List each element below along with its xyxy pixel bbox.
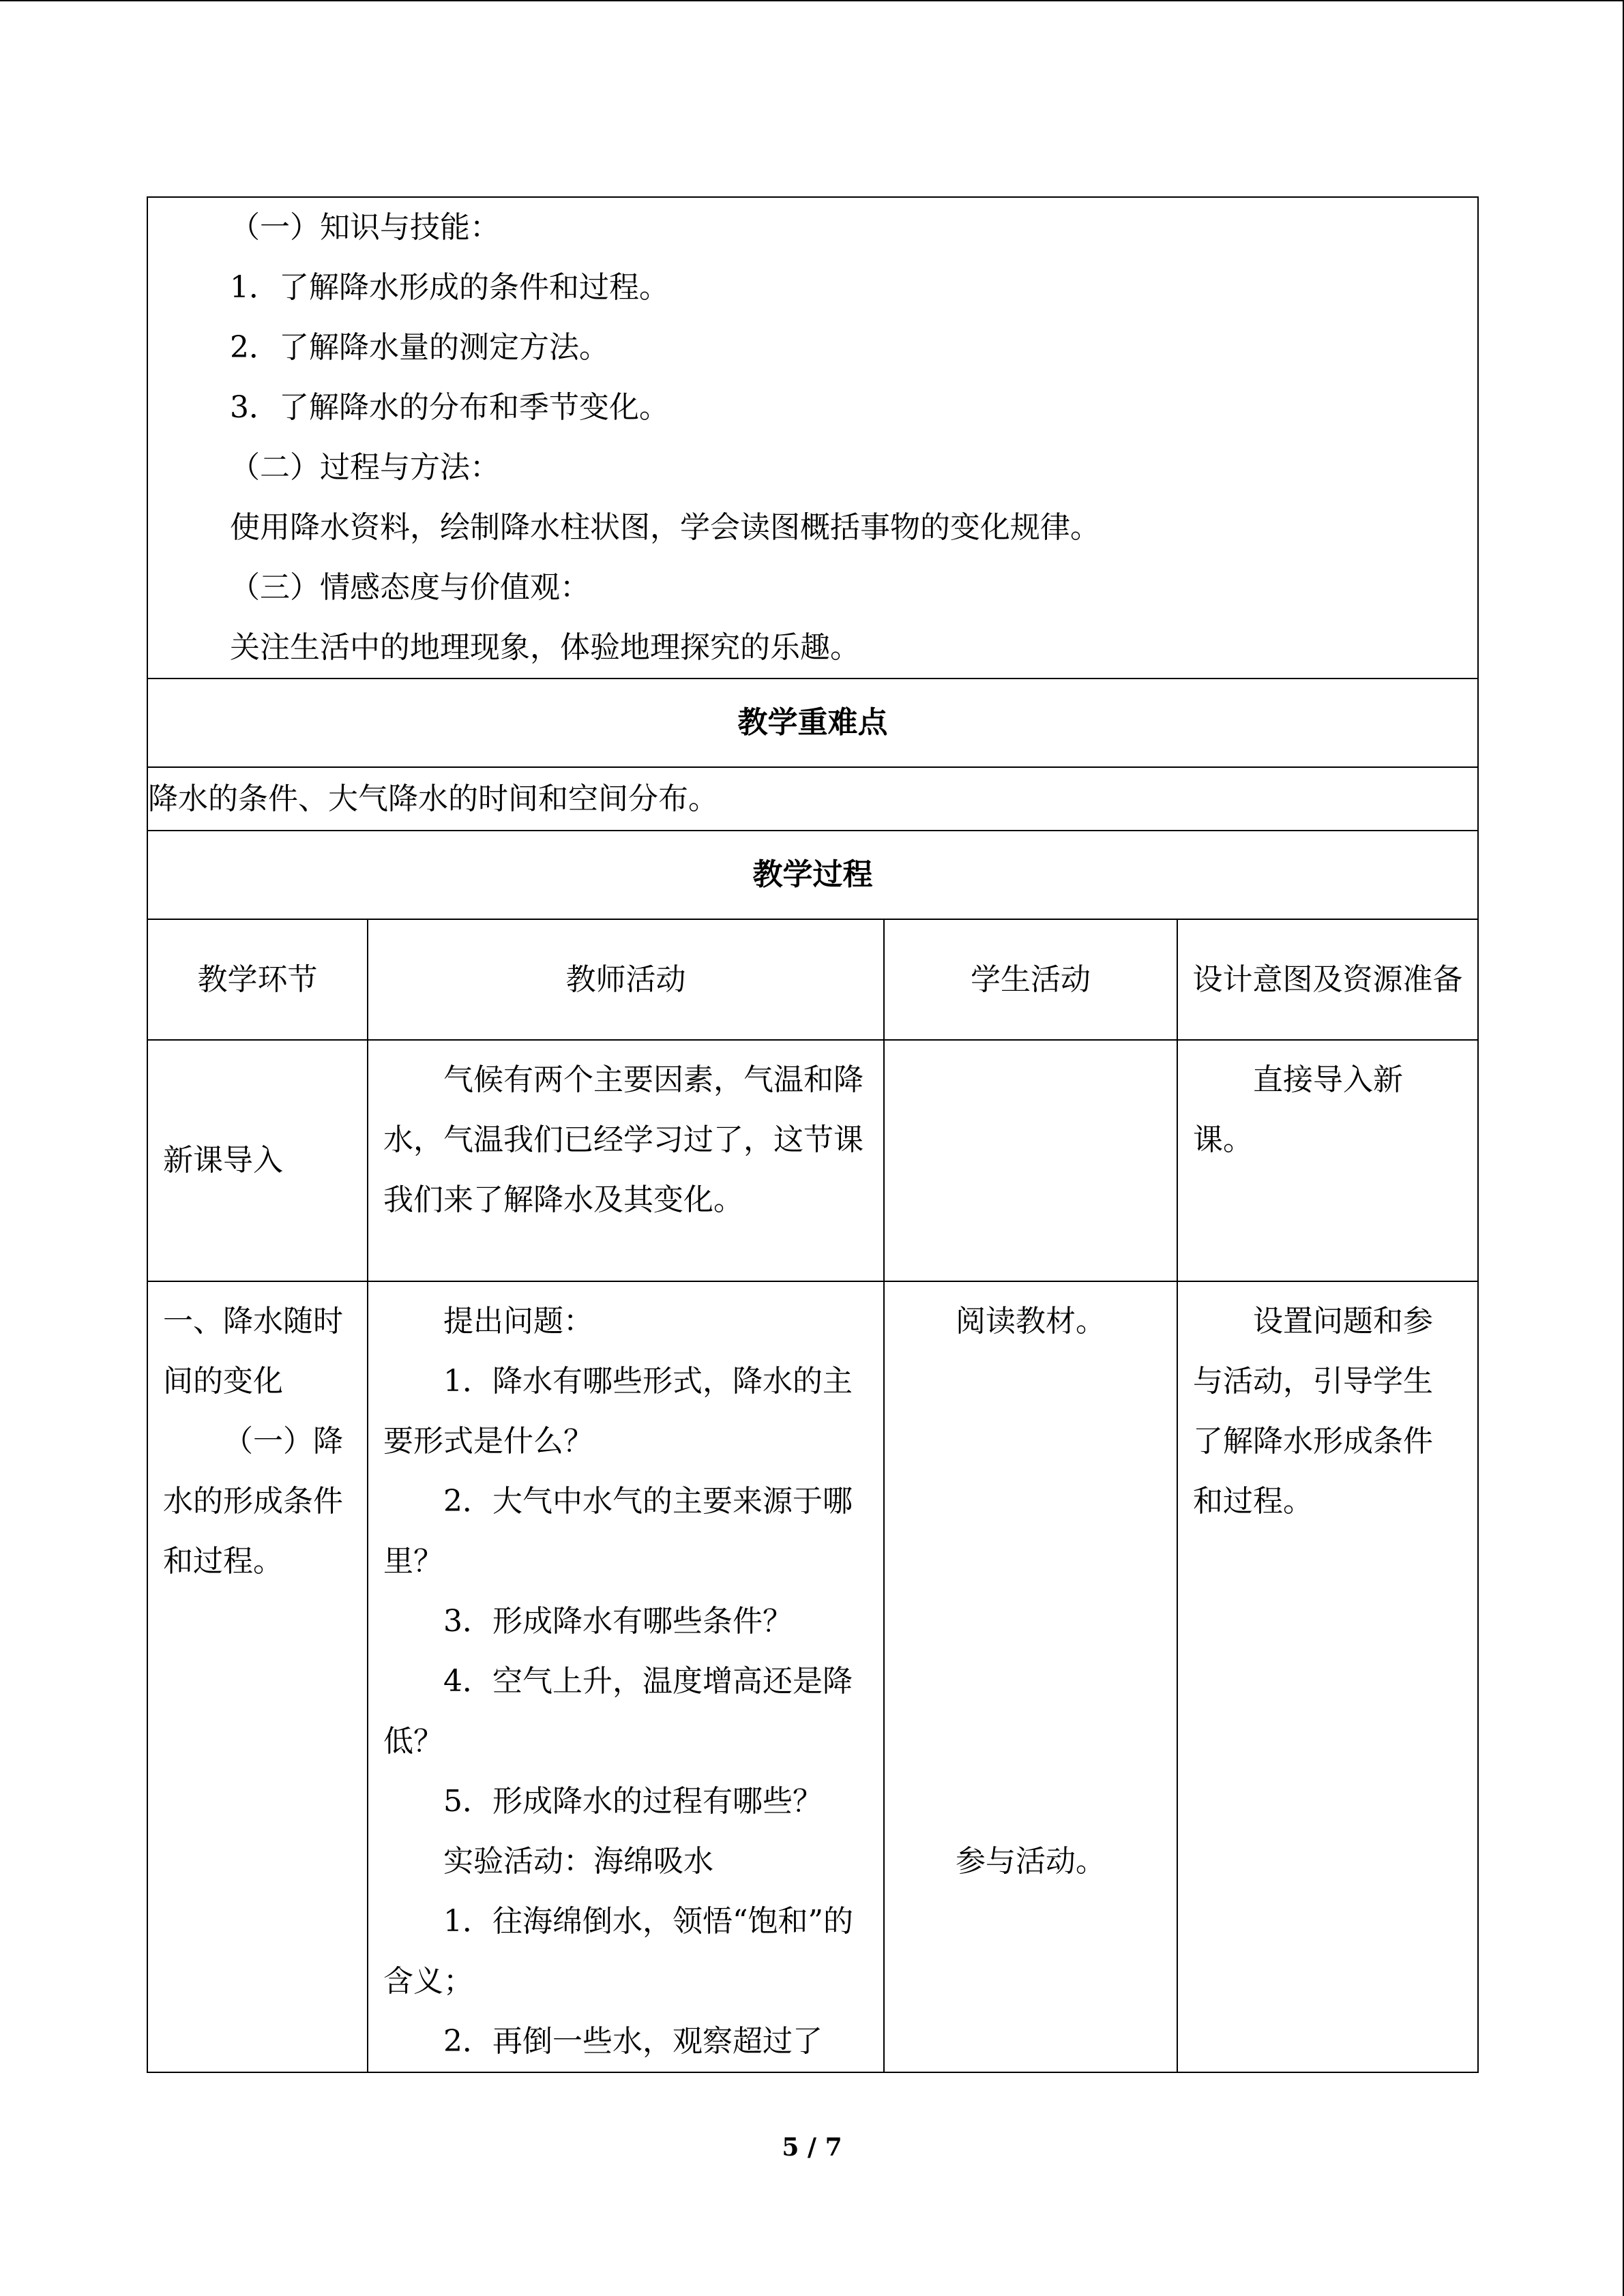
intent-text: 设置问题和参与活动，引导学生了解降水形成条件和过程。 [1193,1304,1433,1519]
page-number: 5 / 7 [782,2133,842,2162]
column-header-stage: 教学环节 [147,919,368,1040]
key-points-heading: 教学重难点 [147,679,1478,767]
stage-line: （一）降水的形成条件和过程。 [163,1424,343,1579]
table-row [147,1040,1478,1281]
column-header-row [147,919,1478,1040]
intent-cell [1177,1281,1478,2072]
teacher-line: 1．降水有哪些形式，降水的主要形式是什么？ [383,1364,853,1459]
teacher-line: 4．空气上升，温度增高还是降低？ [383,1664,853,1759]
objectives-cell [147,197,1478,679]
student-cell [884,1040,1177,1281]
teacher-cell [368,1281,884,2072]
objective-line: 1．了解降水形成的条件和过程。 [230,270,669,305]
stage-cell [147,1281,368,2072]
objective-line: 使用降水资料，绘制降水柱状图，学会读图概括事物的变化规律。 [230,510,1100,545]
objective-line: 2．了解降水量的测定方法。 [230,330,609,365]
objectives-row [147,197,1478,679]
teacher-line: 提出问题： [443,1304,593,1339]
teacher-line: 3．形成降水有哪些条件？ [443,1604,793,1639]
process-heading: 教学过程 [147,831,1478,919]
key-points-text: 降水的条件、大气降水的时间和空间分布。 [147,767,1478,831]
student-line: 阅读教材。 [956,1304,1106,1339]
intent-cell [1177,1040,1478,1281]
teacher-line: 实验活动：海绵吸水 [443,1844,713,1879]
teacher-line: 2．再倒一些水，观察超过了 [443,2024,823,2059]
table-row [147,1281,1478,2072]
teacher-line: 1．往海绵倒水，领悟“饱和”的含义； [383,1904,853,1999]
objective-line: 3．了解降水的分布和季节变化。 [230,390,669,425]
key-points-row [147,767,1478,831]
objective-line: （三）情感态度与价值观： [230,570,590,605]
objective-line: 关注生活中的地理现象，体验地理探究的乐趣。 [230,630,860,665]
objective-line: （一）知识与技能： [230,210,500,245]
student-line: 参与活动。 [956,1844,1106,1879]
teacher-cell [368,1040,884,1281]
lesson-plan-table [147,196,1479,2073]
student-spacer [900,1352,1162,1832]
process-heading-row [147,831,1478,919]
stage-line: 一、降水随时间的变化 [163,1304,343,1399]
stage-cell [147,1040,368,1281]
objective-line: （二）过程与方法： [230,450,500,485]
column-header-intent: 设计意图及资源准备 [1177,919,1478,1040]
column-header-teacher: 教师活动 [368,919,884,1040]
teacher-line: 5．形成降水的过程有哪些？ [443,1784,823,1819]
intent-text: 直接导入新课。 [1193,1062,1403,1157]
stage-text: 新课导入 [163,1143,283,1178]
teacher-text: 气候有两个主要因素，气温和降水，气温我们已经学习过了，这节课我们来了解降水及其变化。 [383,1062,863,1217]
student-cell [884,1281,1177,2072]
key-points-heading-row [147,679,1478,767]
teacher-line: 2．大气中水气的主要来源于哪里？ [383,1484,853,1579]
column-header-student: 学生活动 [884,919,1177,1040]
